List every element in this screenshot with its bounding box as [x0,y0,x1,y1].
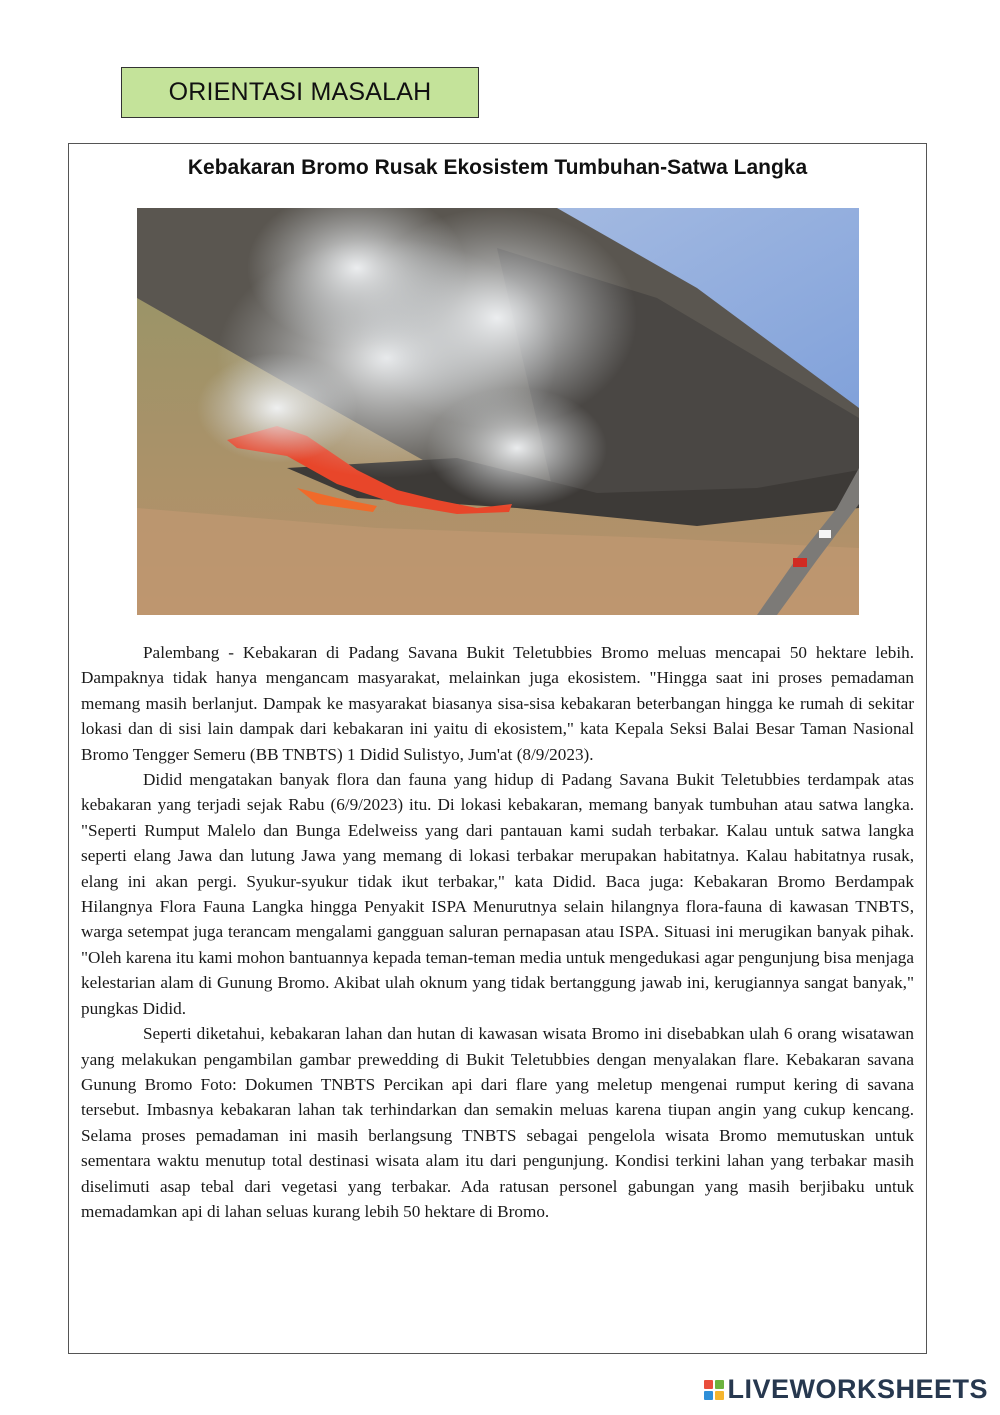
paragraph: Didid mengatakan banyak flora dan fauna yang hidup di Padang Savana Bukit Teletubbies terdampak atas kebakaran yang terjadi sejak Rabu (6/9/2023) itu. Di lokasi kebakaran, memang banyak tumbuhan atau satwa langka. "Seperti Rumput Malelo dan Bunga Edelweiss yang dari pantauan kami sudah terbakar. Kalau untuk satwa langka seperti elang Jawa dan lutung Jawa yang memang di lokasi terbakar merupakan habitatnya. Kalau habitatnya rusak, elang ini akan pergi. Syukur-syukur tidak ikut terbakar," kata Didid. Baca juga: Kebakaran Bromo Berdampak Hilangnya Flora Fauna Langka hingga Penyakit ISPA Menurutnya selain hilangnya flora-fauna di kawasan TNBTS, warga setempat juga terancam mengalami gangguan saluran pernapasan atau ISPA. Situasi ini merugikan banyak pihak. "Oleh karena itu kami mohon bantuannya kepada teman-teman media untuk mengedukasi agar pengunjung bisa menjaga kelestarian alam di Gunung Bromo. Akibat ulah oknum yang tidak bertanggung jawab ini, kerugiannya sangat banyak," pungkas Didid. [81,770,914,1018]
paragraph: Seperti diketahui, kebakaran lahan dan hutan di kawasan wisata Bromo ini disebabkan ulah 6 orang wisatawan yang melakukan pengambilan gambar prewedding di Bukit Teletubbies dengan menyalakan flare. Kebakaran savana Gunung Bromo Foto: Dokumen TNBTS Percikan api dari flare yang meletup mengenai rumput kering di savana tersebut. Imbasnya kebakaran lahan tak terhindarkan dan semakin meluas karena tiupan angin yang cukup kencang. Selama proses pemadaman ini masih berlangsung TNBTS sebagai pengelola wisata Bromo memutuskan untuk sementara waktu menutup total destinasi wisata alam itu dari pengunjung. Kondisi terkini lahan yang terbakar masih diselimuti asap tebal dari vegetasi yang terbakar. Ada ratusan personel gabungan yang masih berjibaku untuk memadamkan api di lahan seluas kurang lebih 50 hektare di Bromo. [81,1024,914,1221]
article-photo [137,208,859,615]
article-body [81,640,914,1224]
section-label: ORIENTASI MASALAH [121,67,479,118]
article-title: Kebakaran Bromo Rusak Ekosistem Tumbuhan-Satwa Langka [187,156,808,179]
liveworksheets-logo-icon [704,1380,724,1400]
article-frame [68,143,927,1354]
watermark-text: LIVEWORKSHEETS [727,1374,988,1404]
liveworksheets-watermark [704,1374,988,1405]
paragraph: Palembang - Kebakaran di Padang Savana Bukit Teletubbies Bromo meluas mencapai 50 hektare lebih. Dampaknya tidak hanya mengancam masyarakat, melainkan juga ekosistem. "Hingga saat ini proses pemadaman memang masih berlanjut. Dampak ke masyarakat biasanya sisa-sisa kebakaran beterbangan hingga ke rumah di sekitar lokasi dan di sisi lain dampak dari kebakaran ini yaitu di ekosistem," kata Kepala Seksi Balai Besar Taman Nasional Bromo Tengger Semeru (BB TNBTS) 1 Didid Sulistyo, Jum'at (8/9/2023). [81,643,914,764]
